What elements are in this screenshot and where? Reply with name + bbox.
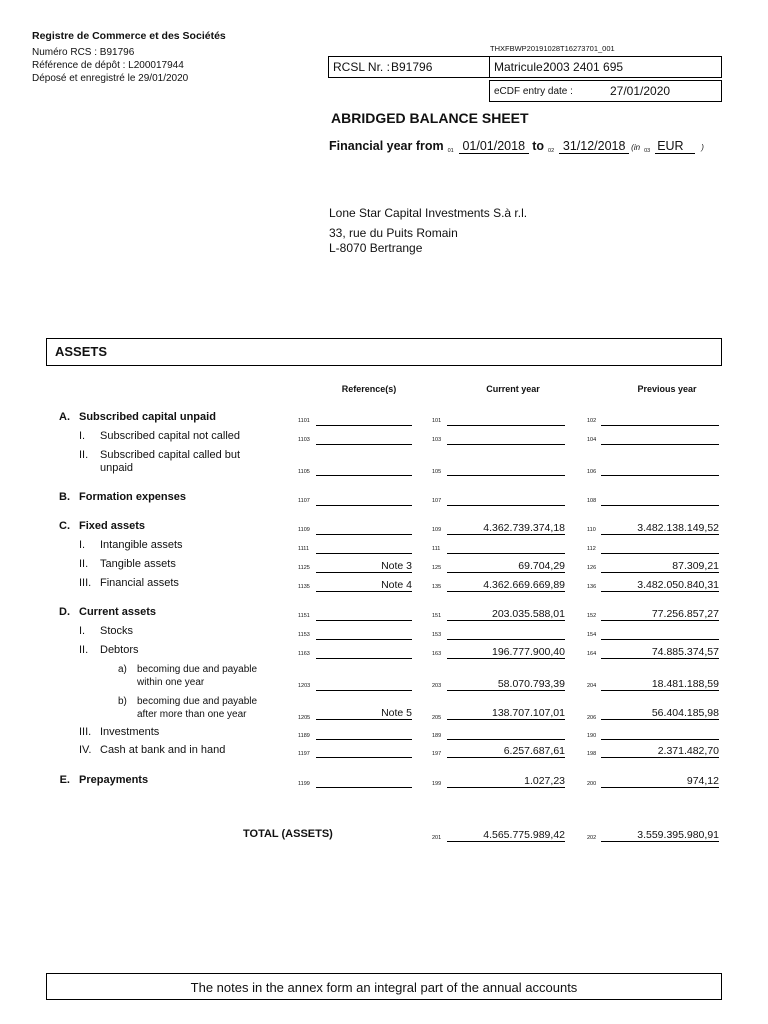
current-year-field[interactable]	[447, 542, 565, 554]
field-code: 1199	[298, 781, 310, 787]
row-label: Subscribed capital unpaid	[79, 411, 216, 423]
matricule-label: Matricule :	[494, 60, 550, 74]
previous-year-field[interactable]: 18.481.188,59	[601, 679, 719, 691]
row-roman: IV.	[79, 744, 92, 756]
field-code: 1203	[298, 683, 311, 689]
total-previous-year-field[interactable]: 3.559.395.980,91	[601, 830, 719, 842]
field-code: 1189	[298, 733, 310, 739]
current-year-field[interactable]	[447, 464, 565, 476]
field-code: 1151	[298, 613, 310, 619]
current-year-field[interactable]: 203.035.588,01	[447, 609, 565, 621]
current-year-field[interactable]	[447, 433, 565, 445]
field-code: 199	[432, 781, 442, 787]
row-label: Fixed assets	[79, 520, 146, 532]
reference-field[interactable]	[316, 728, 412, 740]
field-code: 202	[587, 835, 597, 841]
total-current-year-field[interactable]: 4.565.775.989,42	[447, 830, 565, 842]
rcsl-label: RCSL Nr. :	[333, 60, 390, 74]
row-sub-letter: b)	[118, 696, 127, 707]
field-code: 1135	[298, 584, 310, 590]
field-code: 111	[432, 546, 441, 552]
field-code: 190	[587, 733, 597, 739]
field-code: 136	[587, 584, 597, 590]
row-label: Intangible assets	[100, 539, 183, 551]
reference-field[interactable]	[316, 609, 412, 621]
column-current-year: Current year	[486, 384, 540, 394]
field-code: 1197	[298, 751, 310, 757]
field-code: 103	[432, 437, 442, 443]
previous-year-field[interactable]: 3.482.050.840,31	[601, 580, 719, 592]
year-to: 31/12/2018	[559, 139, 629, 154]
current-year-field[interactable]: 196.777.900,40	[447, 647, 565, 659]
reference-field[interactable]: Note 3	[316, 561, 412, 573]
in-label: (in	[631, 143, 641, 152]
reference-field[interactable]	[316, 746, 412, 758]
row-roman: III.	[79, 577, 92, 589]
row-label: unpaid	[100, 462, 134, 474]
row-label: after more than one year	[137, 709, 247, 720]
field-code: 151	[432, 613, 442, 619]
deposit-reference: Référence de dépôt : L200017944	[32, 60, 184, 71]
row-label: Cash at bank and in hand	[100, 744, 226, 756]
row-letter: C.	[59, 520, 70, 532]
reference-field[interactable]	[316, 776, 412, 788]
row-label: Financial assets	[100, 577, 179, 589]
year-from: 01/01/2018	[459, 139, 529, 154]
previous-year-field[interactable]: 74.885.374,57	[601, 647, 719, 659]
previous-year-field[interactable]	[601, 464, 719, 476]
row-roman: III.	[79, 726, 92, 738]
ecdf-box	[489, 80, 722, 102]
row-label: Subscribed capital called but	[100, 449, 241, 461]
matricule-value: 2003 2401 695	[543, 60, 624, 74]
field-code: 152	[587, 613, 597, 619]
field-code: 197	[432, 751, 442, 757]
row-label: within one year	[137, 677, 205, 688]
row-label: becoming due and payable	[137, 696, 258, 707]
reference-field[interactable]	[316, 628, 412, 640]
ecdf-value: 27/01/2020	[610, 84, 671, 98]
current-year-field[interactable]: 58.070.793,39	[447, 679, 565, 691]
field-code: 1163	[298, 651, 310, 657]
field-code: 1107	[298, 498, 310, 504]
reference-field[interactable]	[316, 464, 412, 476]
previous-year-field[interactable]	[601, 628, 719, 640]
field-code: 1111	[298, 546, 310, 552]
row-roman: I.	[79, 430, 86, 442]
field-code: 1153	[298, 632, 310, 638]
field-code: 164	[587, 651, 597, 657]
field-code: 203	[432, 683, 442, 689]
current-year-field[interactable]	[447, 628, 565, 640]
assets-section-header	[46, 338, 722, 366]
field-code: 1103	[298, 437, 310, 443]
field-code: 200	[587, 781, 597, 787]
current-year-field[interactable]	[447, 494, 565, 506]
row-label: becoming due and payable	[137, 664, 258, 675]
current-year-field[interactable]: 4.362.669.669,89	[447, 580, 565, 592]
field-code: 153	[432, 632, 442, 638]
current-year-field[interactable]: 4.362.739.374,18	[447, 523, 565, 535]
row-roman: II.	[79, 449, 89, 461]
field-code: 189	[432, 733, 442, 739]
row-label: Tangible assets	[100, 558, 176, 570]
field-code: 204	[587, 683, 597, 689]
row-letter: B.	[59, 491, 70, 503]
current-year-field[interactable]	[447, 414, 565, 426]
previous-year-field[interactable]	[601, 414, 719, 426]
financial-year-line	[329, 139, 704, 154]
row-roman: I.	[79, 625, 86, 637]
document-code: THXFBWP20191028T16273701_001	[490, 44, 615, 53]
field-code: 107	[432, 498, 442, 504]
field-code: 108	[587, 498, 597, 504]
reference-field[interactable]	[316, 647, 412, 659]
row-label: Subscribed capital not called	[100, 430, 241, 442]
rcsl-value: B91796	[391, 60, 433, 74]
footer-box	[46, 973, 722, 1000]
previous-year-field[interactable]	[601, 542, 719, 554]
field-code: 109	[432, 527, 442, 533]
field-code: 1205	[298, 715, 311, 721]
row-label: Debtors	[100, 644, 139, 656]
current-year-field[interactable]: 6.257.687,61	[447, 746, 565, 758]
row-label: Current assets	[79, 606, 157, 618]
to-label: to	[532, 139, 545, 153]
reference-field[interactable]: Note 5	[316, 708, 412, 720]
field-code: 206	[587, 715, 597, 721]
field-code: 101	[432, 418, 442, 424]
reference-field[interactable]	[316, 414, 412, 426]
column-reference: Reference(s)	[341, 384, 397, 394]
field-code: 201	[432, 835, 442, 841]
previous-year-field[interactable]: 56.404.185,98	[601, 708, 719, 720]
code-to: 02	[548, 148, 555, 154]
field-code: 110	[587, 527, 596, 533]
code-currency: 03	[644, 148, 651, 154]
previous-year-field[interactable]	[601, 728, 719, 740]
previous-year-field[interactable]: 77.256.857,27	[601, 609, 719, 621]
ecdf-label: eCDF entry date :	[494, 86, 573, 97]
field-code: 126	[587, 565, 597, 571]
previous-year-field[interactable]: 87.309,21	[601, 561, 719, 573]
field-code: 104	[587, 437, 597, 443]
page-title: ABRIDGED BALANCE SHEET	[331, 110, 529, 126]
row-label: Stocks	[100, 625, 134, 637]
registry-title: Registre de Commerce et des Sociétés	[32, 30, 226, 42]
previous-year-field[interactable]	[601, 433, 719, 445]
assets-title: ASSETS	[55, 344, 108, 359]
field-code: 112	[587, 546, 596, 552]
field-code: 154	[587, 632, 597, 638]
company-city: L-8070 Bertrange	[329, 241, 423, 255]
field-code: 198	[587, 751, 597, 757]
row-label: Investments	[100, 726, 160, 738]
previous-year-field[interactable]: 2.371.482,70	[601, 746, 719, 758]
field-code: 125	[432, 565, 442, 571]
reference-field[interactable]: Note 4	[316, 580, 412, 592]
reference-field[interactable]	[316, 679, 412, 691]
previous-year-field[interactable]: 3.482.138.149,52	[601, 523, 719, 535]
company-street: 33, rue du Puits Romain	[329, 226, 458, 240]
row-roman: II.	[79, 644, 89, 656]
field-code: 1109	[298, 527, 310, 533]
field-code: 105	[432, 469, 442, 475]
current-year-field[interactable]: 69.704,29	[447, 561, 565, 573]
rcsl-box	[328, 56, 490, 78]
field-code: 135	[432, 584, 442, 590]
close-paren: )	[701, 143, 704, 152]
code-from: 01	[447, 148, 454, 154]
row-roman: I.	[79, 539, 86, 551]
column-previous-year: Previous year	[637, 384, 697, 394]
field-code: 102	[587, 418, 597, 424]
field-code: 1101	[298, 418, 310, 424]
row-roman: II.	[79, 558, 89, 570]
previous-year-field[interactable]: 974,12	[601, 776, 719, 788]
currency: EUR	[655, 139, 695, 154]
reference-field[interactable]	[316, 433, 412, 445]
row-sub-letter: a)	[118, 664, 127, 675]
current-year-field[interactable]: 1.027,23	[447, 776, 565, 788]
current-year-field[interactable]: 138.707.107,01	[447, 708, 565, 720]
previous-year-field[interactable]	[601, 494, 719, 506]
row-label: Prepayments	[79, 774, 149, 786]
filed-date: Déposé et enregistré le 29/01/2020	[32, 73, 189, 84]
field-code: 1125	[298, 565, 310, 571]
row-letter: E.	[59, 774, 70, 786]
rcs-number: Numéro RCS : B91796	[32, 47, 135, 58]
matricule-box	[489, 56, 722, 78]
field-code: 205	[432, 715, 442, 721]
field-code: 106	[587, 469, 597, 475]
total-assets-label: TOTAL (ASSETS)	[243, 828, 333, 840]
row-letter: A.	[59, 411, 70, 423]
company-name: Lone Star Capital Investments S.à r.l.	[329, 206, 528, 220]
reference-field[interactable]	[316, 542, 412, 554]
reference-field[interactable]	[316, 523, 412, 535]
row-label: Formation expenses	[79, 491, 186, 503]
current-year-field[interactable]	[447, 728, 565, 740]
footer-note: The notes in the annex form an integral part of the annual accounts	[190, 980, 578, 995]
reference-field[interactable]	[316, 494, 412, 506]
row-letter: D.	[59, 606, 70, 618]
financial-year-label: Financial year from	[329, 139, 444, 153]
field-code: 163	[432, 651, 442, 657]
field-code: 1105	[298, 469, 310, 475]
